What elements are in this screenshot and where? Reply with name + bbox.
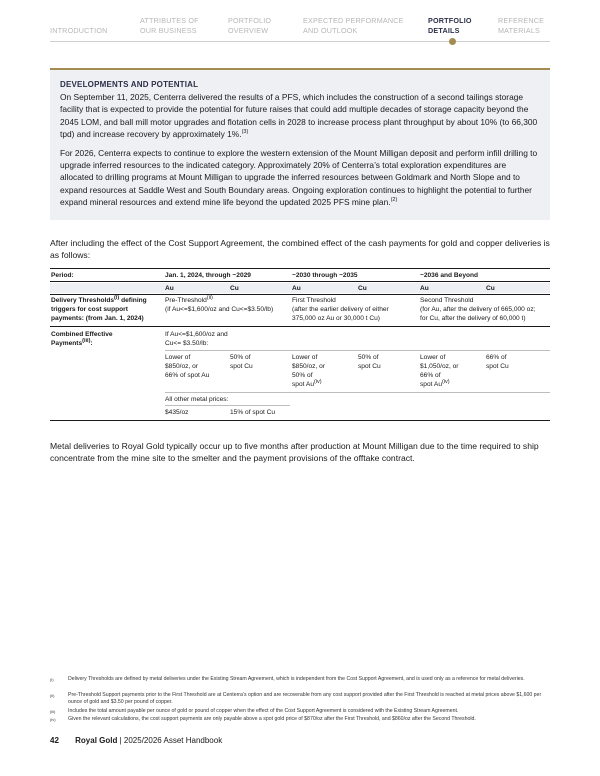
label-part: Delivery Thresholds — [51, 297, 115, 304]
nav-line2: DETAILS — [428, 26, 460, 35]
nav-line2: INTRODUCTION — [50, 26, 108, 35]
footnote-ii — [50, 692, 550, 706]
cell-text: 50% of — [358, 354, 379, 361]
nav-portfolio-overview[interactable] — [228, 16, 271, 36]
footnote-ref: (iii) — [82, 337, 91, 344]
footnote-ref: (ii) — [206, 294, 213, 301]
footnote-iv — [50, 716, 550, 723]
footnote-mark: (iii) — [50, 709, 56, 714]
box-p1-text: On September 11, 2025, Centerra delivered the results of a PFS, which includes the construction of a second tailings storage facility that is expected to provide the potential for future raises that could add multiple decades of storage capacity beyond the 2045 LOM, and ball mill motor upgrades and flotation cells in 2028 to increase process plant throughput by about 10% (to 66,300 tpd) and increase recovery by approximately 1%. — [60, 92, 538, 140]
other-cu-payment: 15% of spot Cu — [230, 409, 276, 416]
second-threshold-cell — [420, 296, 550, 323]
deliveries-paragraph: Metal deliveries to Royal Gold typically occur up to five months after production at Mount Milligan due to the time required to ship concentrate from the mine site to the smelter and the payment provisions of the offtake contract. — [50, 441, 539, 464]
footnote-ref: (iv) — [314, 378, 322, 385]
page-footer — [50, 736, 222, 745]
cell-text: Cu<= $3.50/lb: — [165, 340, 209, 347]
nav-expected-performance[interactable] — [303, 16, 404, 36]
cell-text: 50% of — [292, 372, 313, 379]
footnote-mark: (i) — [50, 677, 54, 682]
cell-text: Lower of — [292, 354, 318, 361]
price-condition-cell — [165, 330, 290, 348]
period-label: Period: — [51, 272, 74, 279]
metal-header-rule — [50, 294, 550, 295]
nav-line2: OUR BUSINESS — [140, 26, 197, 35]
intro-paragraph: After including the effect of the Cost Support Agreement, the combined effect of the cash payments for gold and copper deliveries is as follows: — [50, 238, 550, 261]
second-threshold-au-payment — [420, 353, 484, 389]
box-paragraph-2 — [60, 147, 540, 209]
nav-line2: MATERIALS — [498, 26, 541, 35]
cell-text: 66% of — [420, 372, 441, 379]
metal-au-1: Au — [165, 285, 174, 292]
nav-line1: PORTFOLIO — [428, 16, 472, 25]
label-part: triggers for cost support — [51, 306, 128, 313]
page-number: 42 — [50, 736, 59, 745]
pre-threshold-cell — [165, 296, 290, 314]
sub-divider — [165, 405, 290, 406]
cell-text: (after the earlier delivery of either — [292, 306, 389, 313]
cell-text: 375,000 oz Au or 30,000 t Cu) — [292, 315, 380, 322]
first-threshold-cu-payment — [358, 353, 418, 371]
footnote-mark: (iv) — [50, 717, 56, 722]
cell-text: spot Au — [420, 381, 442, 388]
period-header-3: ~2036 and Beyond — [420, 272, 479, 279]
footnote-text: Pre-Threshold Support payments prior to the First Threshold are at Centerra’s option and are recoverable from any cost support provided after the First Threshold is reached at metal prices above $1,600 per ounce of gold and $3.50 per pound of copper. — [68, 692, 542, 705]
first-threshold-au-payment — [292, 353, 356, 389]
footnote-iii — [50, 708, 550, 715]
cell-text: $1,050/oz, or — [420, 363, 459, 370]
box-paragraph-1 — [60, 91, 540, 141]
nav-attributes[interactable] — [140, 16, 199, 36]
label-part: Payments — [51, 340, 83, 347]
period-header-1: Jan. 1, 2024, through ~2029 — [165, 272, 251, 279]
nav-introduction[interactable] — [50, 16, 108, 36]
footnote-ref: (i) — [114, 294, 120, 301]
active-section-indicator — [449, 38, 456, 45]
footnote-text: Given the relevant calculations, the cost support payments are only payable above a spot gold price of $870/oz after the First Threshold, and $860/oz after the Second Threshold. — [68, 716, 476, 722]
cell-text: (for Au, after the delivery of 665,000 oz; — [420, 306, 536, 313]
cell-text: Lower of — [420, 354, 446, 361]
payments-label — [51, 330, 163, 348]
sub-divider — [165, 392, 550, 393]
first-threshold-cell — [292, 296, 418, 323]
other-prices-label: All other metal prices: — [165, 396, 229, 403]
row-divider — [50, 326, 550, 327]
footnote-ref: (iv) — [442, 378, 450, 385]
cell-text: First Threshold — [292, 297, 336, 304]
box-p2-text: For 2026, Centerra expects to continue to explore the western extension of the Mount Milligan deposit and perform infill drilling to upgrade inferred resources to the indicated category. Approximately 20% of Centerra’s total exploration expenditures are allocated to drilling programs at Mount Milligan to upgrade the inferred resources between Goldmark and North Slope and to expand resources at Saddle West and South Boundary areas. Ongoing exploration continues to highlight the potential to further expand mineral resources and extend mine life beyond the updated 2025 PFS mine plan. — [60, 147, 538, 208]
pre-threshold-au-payment — [165, 353, 227, 380]
metal-cu-1: Cu — [230, 285, 239, 292]
brand-name: Royal Gold — [75, 736, 118, 745]
nav-line2: OVERVIEW — [228, 26, 269, 35]
nav-line1: PORTFOLIO — [228, 16, 272, 25]
label-part: payments: (from Jan. 1, 2024) — [51, 315, 144, 322]
footnote-text: Delivery Thresholds are defined by metal deliveries under the Existing Stream Agreement, which is independent from the Cost Support Agreement, and is used only as a reference for metal deliveries. — [68, 676, 525, 682]
developments-box — [50, 68, 550, 220]
cell-text: spot Cu — [230, 363, 253, 370]
nav-portfolio-details[interactable] — [428, 16, 472, 36]
nav-line2: AND OUTLOOK — [303, 26, 358, 35]
document-title: 2025/2026 Asset Handbook — [123, 736, 223, 745]
table-bottom-rule — [50, 420, 550, 421]
metal-cu-2: Cu — [358, 285, 367, 292]
other-au-payment: $435/oz — [165, 409, 189, 416]
cell-text: Second Threshold — [420, 297, 474, 304]
pre-threshold-cu-payment — [230, 353, 290, 371]
footnote-ref: (2) — [390, 197, 398, 204]
cell-text: $850/oz, or — [292, 363, 325, 370]
table-header-rule — [50, 281, 550, 282]
cell-text: $850/oz, or — [165, 363, 198, 370]
second-threshold-cu-payment — [486, 353, 546, 371]
nav-line1: REFERENCE — [498, 16, 545, 25]
table-top-rule — [50, 268, 550, 269]
metal-au-2: Au — [292, 285, 301, 292]
nav-line1: ATTRIBUTES OF — [140, 16, 199, 25]
label-part: : — [90, 340, 93, 347]
label-part: defining — [119, 297, 147, 304]
nav-line1: EXPECTED PERFORMANCE — [303, 16, 404, 25]
cell-text: spot Au — [292, 381, 314, 388]
footer-separator: | — [117, 736, 124, 745]
cell-text: 66% of — [486, 354, 507, 361]
period-header-2: ~2030 through ~2035 — [292, 272, 358, 279]
sub-divider — [165, 350, 550, 351]
cell-text: spot Cu — [486, 363, 509, 370]
thresholds-label — [51, 296, 163, 323]
metal-cu-3: Cu — [486, 285, 495, 292]
cell-text: If Au<=$1,600/oz and — [165, 331, 228, 338]
nav-reference-materials[interactable] — [498, 16, 544, 36]
cell-text: for Cu, after the delivery of 60,000 t) — [420, 315, 526, 322]
cell-text: 50% of — [230, 354, 251, 361]
cell-text: Pre-Threshold — [165, 297, 207, 304]
cell-text: (if Au<=$1,600/oz and Cu<=$3.50/lb) — [165, 306, 274, 313]
box-heading: DEVELOPMENTS AND POTENTIAL — [60, 80, 199, 89]
cell-text: Lower of — [165, 354, 191, 361]
footnote-i — [50, 676, 550, 683]
cell-text: 66% of spot Au — [165, 372, 210, 379]
metal-au-3: Au — [420, 285, 429, 292]
cell-text: spot Cu — [358, 363, 381, 370]
footnote-text: Includes the total amount payable per ounce of gold or pound of copper when the effect of the Cost Support Agreement is considered with the Existing Stream Agreement. — [68, 708, 459, 714]
footnote-mark: (ii) — [50, 693, 55, 698]
nav-divider — [50, 41, 550, 42]
label-part: Combined Effective — [51, 331, 113, 338]
footnote-ref: (3) — [241, 129, 249, 136]
